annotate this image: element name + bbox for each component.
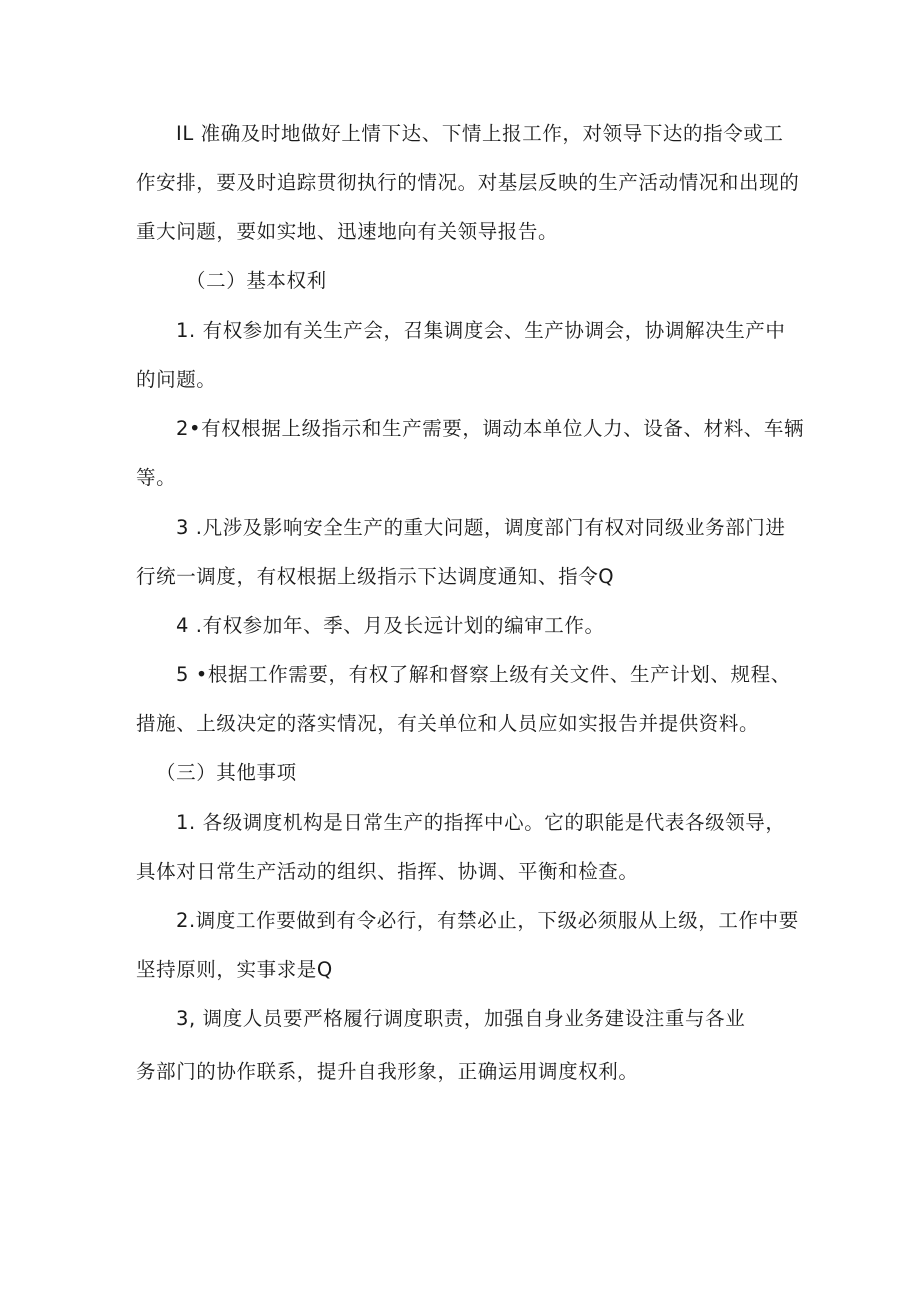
rights-item-5-line-1: 5 •根据工作需要，有权了解和督察上级有关文件、生产计划、规程、	[176, 663, 791, 686]
paragraph-1-line-3: 重大问题，要如实地、迅速地向有关领导报告。	[136, 220, 559, 243]
section-heading-other-matters: （三）其他事项	[156, 761, 297, 784]
other-item-3-line-2: 务部门的协作联系，提升自我形象，正确运用调度权利。	[136, 1060, 639, 1083]
section-heading-basic-rights: （二）基本权利	[186, 269, 327, 292]
rights-item-1-line-2: 的问题。	[136, 368, 217, 391]
rights-item-1-line-1: 1. 有权参加有关生产会，召集调度会、生产协调会，协调解决生产中	[176, 319, 786, 342]
rights-item-2-line-2: 等。	[136, 466, 177, 489]
rights-item-3-line-1: 3 .凡涉及影响安全生产的重大问题，调度部门有权对同级业务部门进	[176, 516, 786, 539]
other-item-2-line-2: 坚持原则，实事求是Q	[136, 958, 333, 981]
paragraph-1-line-2: 作安排，要及时追踪贯彻执行的情况。对基层反映的生产活动情况和出现的	[136, 171, 800, 194]
other-item-1-line-2: 具体对日常生产活动的组织、指挥、协调、平衡和检查。	[136, 860, 639, 883]
rights-item-2-line-1: 2•有权根据上级指示和生产需要，调动本单位人力、设备、材料、车辆	[176, 417, 805, 440]
other-item-2-line-1: 2.调度工作要做到有令必行，有禁必止，下级必须服从上级，工作中要	[176, 909, 799, 932]
other-item-3-line-1: 3, 调度人员要严格履行调度职责，加强自身业务建设注重与各业	[176, 1007, 746, 1030]
paragraph-1-line-1: IL 准确及时地做好上情下达、下情上报工作，对领导下达的指令或工	[176, 122, 784, 145]
rights-item-5-line-2: 措施、上级决定的落实情况，有关单位和人员应如实报告并提供资料。	[136, 712, 760, 735]
rights-item-4: 4 .有权参加年、季、月及长远计划的编审工作。	[176, 614, 605, 637]
other-item-1-line-1: 1. 各级调度机构是日常生产的指挥中心。它的职能是代表各级领导，	[176, 811, 786, 834]
rights-item-3-line-2: 行统一调度，有权根据上级指示下达调度通知、指令Q	[136, 565, 615, 588]
